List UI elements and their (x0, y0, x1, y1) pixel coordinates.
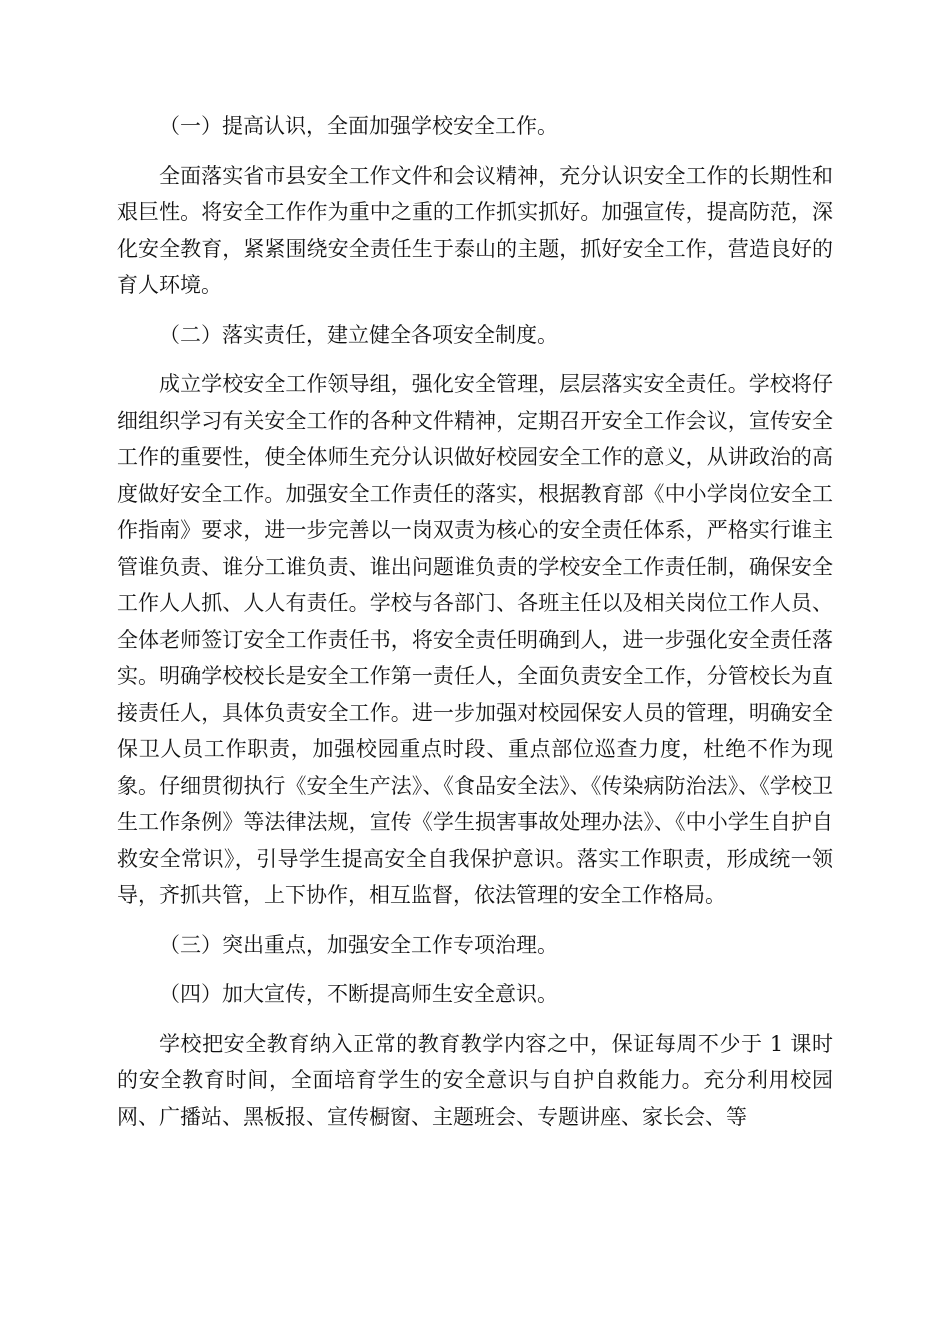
section-heading-1: （一）提高认识，全面加强学校安全工作。 (159, 114, 558, 138)
section-body-1: 全面落实省市县安全工作文件和会议精神，充分认识安全工作的长期性和艰巨性。将安全工作作为重中之重的工作抓实抓好。加强宣传，提高防范，深化安全教育，紧紧围绕安全责任生于泰山的主题，抓好安全工作，营造良好的育人环境。 (117, 163, 833, 297)
section-heading-4: （四）加大宣传，不断提高师生安全意识。 (159, 982, 558, 1006)
document-page (117, 108, 833, 1148)
section-heading-3: （三）突出重点，加强安全工作专项治理。 (159, 932, 558, 957)
section-heading-2: （二）落实责任，建立健全各项安全制度。 (159, 322, 558, 347)
section-body-2: 成立学校安全工作领导组，强化安全管理，层层落实安全责任。学校将仔细组织学习有关安全工作的各种文件精神，定期召开安全工作会议，宣传安全工作的重要性，使全体师生充分认识做好校园安全工作的意义，从讲政治的高度做好安全工作。加强安全工作责任的落实，根据教育部《中小学岗位安全工作指南》要求，进一步完善以一岗双责为核心的安全责任体系，严格实行谁主管谁负责、谁分工谁负责、谁出问题谁负责的学校安全工作责任制，确保安全工作人人抓、人人有责任。学校与各部门、各班主任以及相关岗位工作人员、全体老师签订安全工作责任书，将安全责任明确到人，进一步强化安全责任落实。明确学校校长是安全工作第一责任人，全面负责安全工作，分管校长为直接责任人，具体负责安全工作。进一步加强对校园保安人员的管理，明确安全保卫人员工作职责，加强校园重点时段、重点部位巡查力度，杜绝不作为现象。仔细贯彻执行《安全生产法》、《食品安全法》、《传染病防治法》、《学校卫生工作条例》等法律法规，宣传《学生损害事故处理办法》、《中小学生自护自救安全常识》，引导学生提高安全自我保护意识。落实工作职责，形成统一领导，齐抓共管，上下协作，相互监督，依法管理的安全工作格局。 (117, 372, 833, 907)
section-body-4: 学校把安全教育纳入正常的教育教学内容之中，保证每周不少于 1 课时的安全教育时间，全面培育学生的安全意识与自护自救能力。充分利用校园网、广播站、黑板报、宣传橱窗、主题班会、专题讲座、家长会、等 (117, 1031, 833, 1129)
